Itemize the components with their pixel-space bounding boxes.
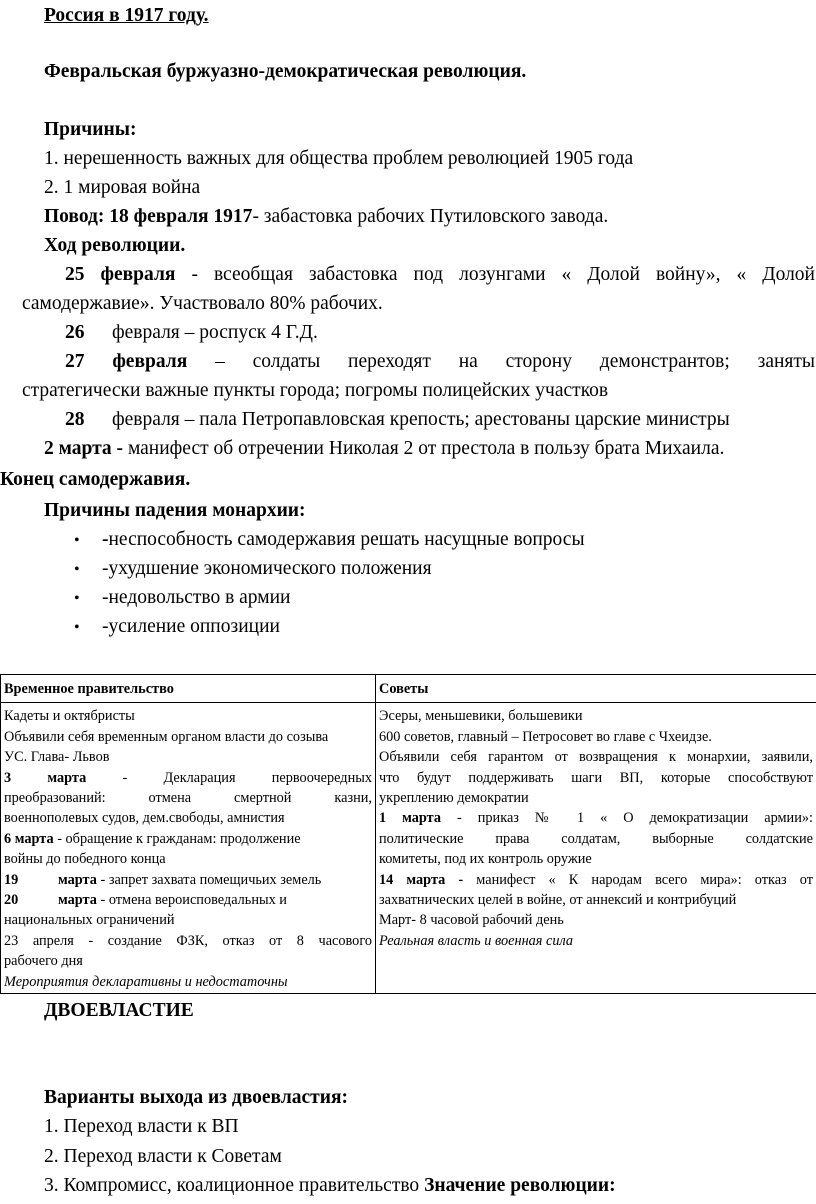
cell-line: военнополевых судов, дем.свободы, амнистия [4,810,285,827]
event-text: февраля – роспуск 4 Г.Д. [112,322,318,343]
event-mar-2 [44,437,724,461]
page-title: Россия в 1917 году. [44,5,209,26]
causes-heading: Причины: [44,119,137,140]
bullet: • [74,532,80,549]
soviets-note: Реальная власть и военная сила [379,932,574,949]
pretext-label: Повод: 18 февраля 1917 [44,206,253,227]
event-feb-26 [65,321,318,345]
cell-line: что будут поддерживать шаги ВП, которые способствуют [379,769,813,786]
cause-item: 2. 1 мировая война [44,177,201,198]
event-text: - всеобщая забастовка под лозунгами « Долой войну», « Долой [175,264,815,285]
exit-item: 2. Переход власти к Советам [44,1146,282,1167]
cell-line: 600 советов, главный – Петросовет во главе с Чхеидзе. [379,728,712,745]
event-feb-25 [65,263,815,287]
exit-item: 1. Переход власти к ВП [44,1116,239,1137]
significance-heading: Значение революции: [424,1175,616,1196]
power-comparison-table [0,674,816,994]
fall-item: -ухудшение экономического положения [102,558,432,579]
event-date: 2 марта - [44,438,124,459]
cell-line: Объявили себя временным органом власти до созыва [4,728,329,745]
exits-heading: Варианты выхода из двоевластия: [44,1087,349,1108]
pretext-line [44,205,608,229]
event-feb-28 [65,408,730,432]
event-text: февраля – пала Петропавловская крепость; арестованы царские министры [112,409,730,430]
event-day: 28 [65,409,85,430]
cell-line: Объявили себя гарантом от возвращения к монархии, заявили, [379,749,813,766]
table-row [1,703,816,994]
event-feb-27-continued: стратегически важные пункты города; погромы полицейских участков [22,380,609,401]
fall-heading: Причины падения монархии: [44,500,306,521]
cell-line: политические права солдатам, выборные солдатские [379,830,813,847]
fall-item: -недовольство в армии [102,587,291,608]
cell-line: 20 марта - отмена вероисповедальных и [4,892,287,909]
event-text: – солдаты переходят на сторону демонстрантов; заняты [187,351,816,372]
cell-line: 19 марта - запрет захвата помещичьих земель [4,871,322,888]
provisional-government-header: Временное правительство [1,675,376,703]
soviets-header: Советы [376,675,816,703]
exit-item [44,1174,616,1198]
cell-line: преобразований: отмена смертной казни, [4,790,372,807]
cell-line: 3 марта - Декларация первоочередных [4,769,372,786]
cell-line: войны до победного конца [4,851,166,868]
table-header-row [1,675,816,703]
cell-line: Эсеры, меньшевики, большевики [379,708,583,725]
event-text: манифест об отречении Николая 2 от престола в пользу брата Михаила. [123,438,725,459]
fall-item-text: неспособность самодержавия решать насущные вопросы [108,529,585,550]
cell-line: захватнических целей в войне, от аннексий и контрибуций [379,892,737,909]
cell-line: национальных ограничений [4,912,175,929]
revolution-heading: Февральская буржуазно-демократическая революция. [44,61,527,82]
provisional-government-cell [1,703,376,994]
cell-line: 1 марта - приказ № 1 « О демократизации армии»: [379,810,813,827]
cell-line: рабочего дня [4,953,83,970]
exit-item-text: 3. Компромисс, коалиционное правительство [44,1175,420,1196]
cell-line: Март- 8 часовой рабочий день [379,912,564,929]
fall-item [102,528,585,552]
dual-power-heading: ДВОЕВЛАСТИЕ [44,1000,194,1021]
cell-line: 6 марта - обращение к гражданам: продолжение [4,830,301,847]
cell-line: Кадеты и октябристы [4,708,135,725]
bullet: • [74,590,80,607]
provisional-government-note: Мероприятия декларативны и недостаточны [4,973,288,990]
cause-item: 1. нерешенность важных для общества проблем революцией 1905 года [44,148,634,169]
cell-line: 14 марта - манифест « К народам всего мира»: отказ от [379,871,814,888]
bullet: • [74,561,80,578]
pretext-text: - забастовка рабочих Путиловского завода. [252,206,609,227]
bullet: • [74,619,80,636]
cell-line: комитеты, под их контроль оружие [379,851,592,868]
cell-line: 23 апреля - создание ФЗК, отказ от 8 часового [4,932,372,949]
cell-line: укреплению демократии [379,790,529,807]
event-feb-25-continued: самодержавие». Участвовало 80% рабочих. [22,293,383,314]
event-day: 26 [65,322,85,343]
event-date: 25 февраля [65,264,176,285]
soviets-cell [376,703,816,994]
cell-line: УС. Глава- Львов [4,749,110,766]
event-date: 27 февраля [65,351,188,372]
fall-item-dash: - [102,529,109,550]
course-heading: Ход революции. [44,235,186,256]
event-feb-27 [65,350,815,374]
fall-item: -усиление оппозиции [102,616,280,637]
end-of-autocracy: Конец самодержавия. [0,469,191,490]
